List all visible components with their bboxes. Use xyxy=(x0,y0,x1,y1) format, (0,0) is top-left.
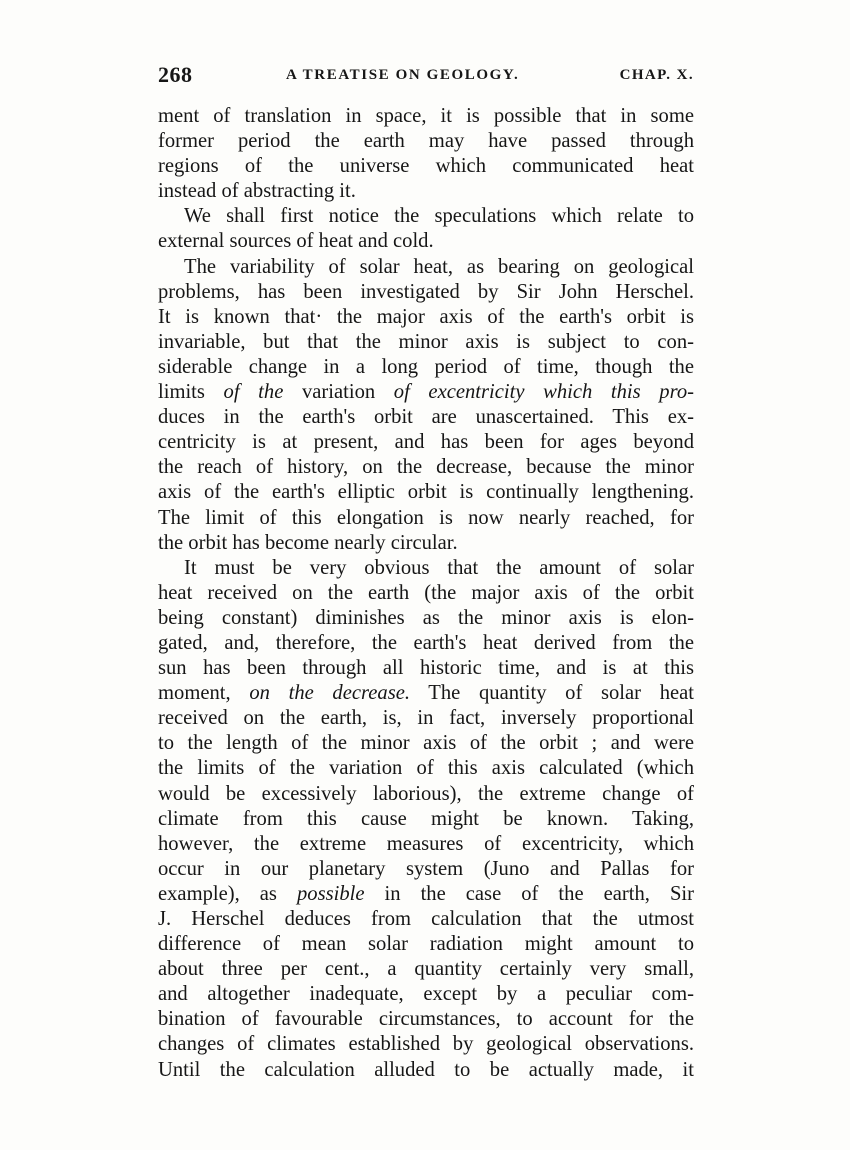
text-line: and altogether inadequate, except by a peculiar com- xyxy=(158,983,694,1006)
text-line: would be excessively laborious), the extreme change of xyxy=(158,782,694,805)
text-line: the orbit has become nearly circular. xyxy=(158,531,458,554)
text-line: problems, has been investigated by Sir John Herschel. xyxy=(158,280,694,303)
paragraph-4 xyxy=(158,556,694,1083)
italic-phrase: of the xyxy=(204,381,302,404)
text-line: climate from this cause might be known. Taking, xyxy=(158,807,694,830)
paragraph-2 xyxy=(158,204,694,254)
paragraph-3 xyxy=(158,255,694,556)
chapter-label: CHAP. X. xyxy=(619,67,694,83)
text-line: instead of abstracting it. xyxy=(158,180,356,203)
text-line: ment of translation in space, it is possible that in some xyxy=(158,105,694,127)
text-line: limits of the variation of excentricity which this pro- xyxy=(158,381,694,404)
text-line: difference of mean solar radiation might amount to xyxy=(158,933,694,956)
text-line: siderable change in a long period of time, though the xyxy=(158,355,694,378)
text-line: changes of climates established by geological observations. xyxy=(158,1033,694,1056)
text-line: It is known that· the major axis of the earth's orbit is xyxy=(158,305,694,328)
italic-phrase: of excentricity which this pro- xyxy=(375,381,694,404)
text-line: external sources of heat and cold. xyxy=(158,230,434,253)
text-line: however, the extreme measures of excentricity, which xyxy=(158,832,694,855)
body-text xyxy=(158,104,694,1083)
text-line: heat received on the earth (the major axis of the orbit xyxy=(158,581,694,604)
text-line: former period the earth may have passed through xyxy=(158,130,694,153)
italic-phrase: possible xyxy=(296,882,365,905)
italic-phrase: on the decrease. xyxy=(249,682,410,705)
text-line: We shall first notice the speculations which relate to xyxy=(184,205,694,228)
text-line: J. Herschel deduces from calculation that the utmost xyxy=(158,908,694,930)
text-line: invariable, but that the minor axis is subject to con- xyxy=(158,330,694,353)
text-line: received on the earth, is, in fact, inversely proportional xyxy=(158,707,694,730)
text-line: being constant) diminishes as the minor axis is elon- xyxy=(158,606,694,629)
text-line: occur in our planetary system (Juno and Pallas for xyxy=(158,857,694,880)
text-line: bination of favourable circumstances, to account for the xyxy=(158,1008,694,1031)
book-page xyxy=(158,62,694,1083)
paragraph-1 xyxy=(158,104,694,204)
text-line: centricity is at present, and has been for ages beyond xyxy=(158,431,694,454)
text-line: gated, and, therefore, the earth's heat derived from the xyxy=(158,631,694,654)
text-line: Until the calculation alluded to be actually made, it xyxy=(158,1058,694,1081)
text-line: axis of the earth's elliptic orbit is continually lengthening. xyxy=(158,481,694,504)
running-head xyxy=(158,62,694,92)
text-line: regions of the universe which communicated heat xyxy=(158,155,694,178)
text-line: about three per cent., a quantity certainly very small, xyxy=(158,958,694,981)
text-line: example), as possible in the case of the earth, Sir xyxy=(158,882,694,905)
text-line: It must be very obvious that the amount of solar xyxy=(184,556,694,579)
running-title: A TREATISE ON GEOLOGY. xyxy=(286,67,520,83)
text-line: The limit of this elongation is now nearly reached, for xyxy=(158,506,694,529)
text-line: sun has been through all historic time, and is at this xyxy=(158,657,694,680)
text-line: the reach of history, on the decrease, because the minor xyxy=(158,456,694,479)
page-number: 268 xyxy=(158,62,193,87)
text-line: duces in the earth's orbit are unascertained. This ex- xyxy=(158,406,694,429)
text-line: to the length of the minor axis of the orbit ; and were xyxy=(158,732,694,755)
text-line: moment, on the decrease. The quantity of solar heat xyxy=(158,682,694,705)
text-line: the limits of the variation of this axis calculated (which xyxy=(158,757,694,780)
text-line: The variability of solar heat, as bearing on geological xyxy=(184,255,694,278)
